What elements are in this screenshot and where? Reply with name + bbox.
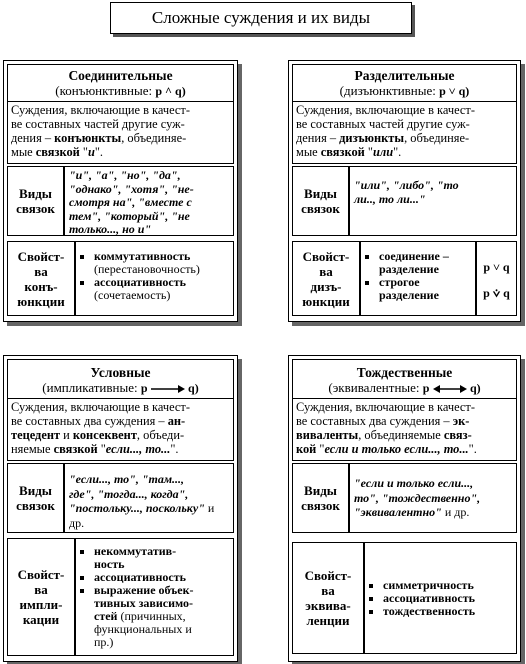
conditional-types-label: Виды связок (7, 463, 64, 533)
disjunctive-header (292, 64, 517, 102)
list-item: ▪ ассоциативность (383, 592, 475, 605)
conditional-props-label: Свойст- ва импли- кации (7, 538, 75, 656)
disjunctive-formula: p ˅ q) (439, 84, 470, 98)
conjunctive-types-label: Виды связок (7, 166, 64, 236)
disjunctive-card (288, 60, 521, 322)
disjunctive-subtitle: (дизъюнктивные: (339, 83, 436, 98)
disjunctive-connectives: "или", "либо", "то ли.., то ли..." (349, 166, 517, 236)
conditional-props (75, 538, 234, 656)
disjunctive-props (360, 241, 476, 316)
conjunctive-props (75, 241, 234, 316)
list-item: ▪ некоммутатив- ность (94, 545, 229, 571)
conjunctive-description: Суждения, включающие в качест- ве составных частей другие суж- дения – конъюнкты, объединяе- мые связкой "и". (7, 101, 234, 164)
equivalent-card (288, 355, 521, 662)
list-item: ▪ строгое разделение (379, 276, 471, 302)
equivalent-types-label: Виды связок (292, 463, 349, 533)
disjunctive-name: Разделительные (354, 68, 455, 83)
page-title: Сложные суждения и их виды (110, 2, 412, 34)
conjunctive-name: Соединительные (68, 68, 173, 83)
equivalent-connectives: "если и только если..., то", "тождественно", "эквивалентно" и др. (349, 463, 517, 533)
list-item: ▪ коммутативность (перестановочность) (94, 250, 229, 276)
equivalent-name: Тождественные (356, 365, 453, 380)
conditional-subtitle: (импликативные: (42, 380, 138, 395)
equivalent-subtitle: (эквивалентные: (328, 380, 420, 395)
implication-arrow-icon (151, 385, 185, 393)
conjunctive-card (3, 60, 238, 322)
conjunctive-connectives: "и", "а", "но", "да", "однако", "хотя", "не- смотря на", "вместе с тем", "который", "не только..., но и" (64, 166, 234, 236)
conjunctive-subtitle: (конъюнктивные: (55, 83, 153, 98)
equivalent-description: Суждения, включающие в качест- ве составных два суждения – эк- виваленты, объединяемые связ- кой "если и только если..., то...". (292, 398, 517, 461)
list-item: ▪ ассоциативность (сочетаемость) (94, 276, 229, 302)
disjunctive-formulas: p ˅ q p ⩒ q (476, 241, 517, 316)
disjunctive-types-label: Виды связок (292, 166, 349, 236)
list-item: ▪ выражение объек- тивных зависимо- стей (причинных, функциональных и пр.) (94, 584, 229, 649)
list-item: ▪ симметричность (383, 579, 475, 592)
conjunctive-formula: p ^ q) (155, 84, 186, 98)
equivalence-arrow-icon (433, 385, 467, 393)
conditional-connectives: "если..., то", "там..., где", "тогда..., когда", "постольку..., поскольку" и др. (64, 463, 234, 533)
conjunctive-props-label: Свойст- ва конъ- юнкции (7, 241, 75, 316)
list-item: ▪ ассоциативность (94, 571, 229, 584)
disjunctive-description: Суждения, включающие в качест- ве составных частей другие суж- дения – дизъюнкты, объединяе- мые связкой "или". (292, 101, 517, 164)
equivalent-props (364, 542, 517, 654)
conditional-card (3, 355, 238, 662)
conjunctive-header (7, 64, 234, 102)
conditional-name: Условные (90, 365, 151, 380)
list-item: ▪ тождественность (383, 605, 475, 618)
conditional-header: Условные (импликативные: p q) (7, 359, 234, 399)
equivalent-header: Тождественные (эквивалентные: p q) (292, 359, 517, 399)
conditional-description: Суждения, включающие в качест- ве составных два суждения – ан- тецедент и консеквент, объеди- няемые связкой "если..., то...". (7, 398, 234, 461)
list-item: ▪ соединение – разделение (379, 250, 471, 276)
equivalent-props-label: Свойст- ва эквива- ленции (292, 542, 364, 654)
disjunctive-props-label: Свойст- ва дизъ- юнкции (292, 241, 360, 316)
